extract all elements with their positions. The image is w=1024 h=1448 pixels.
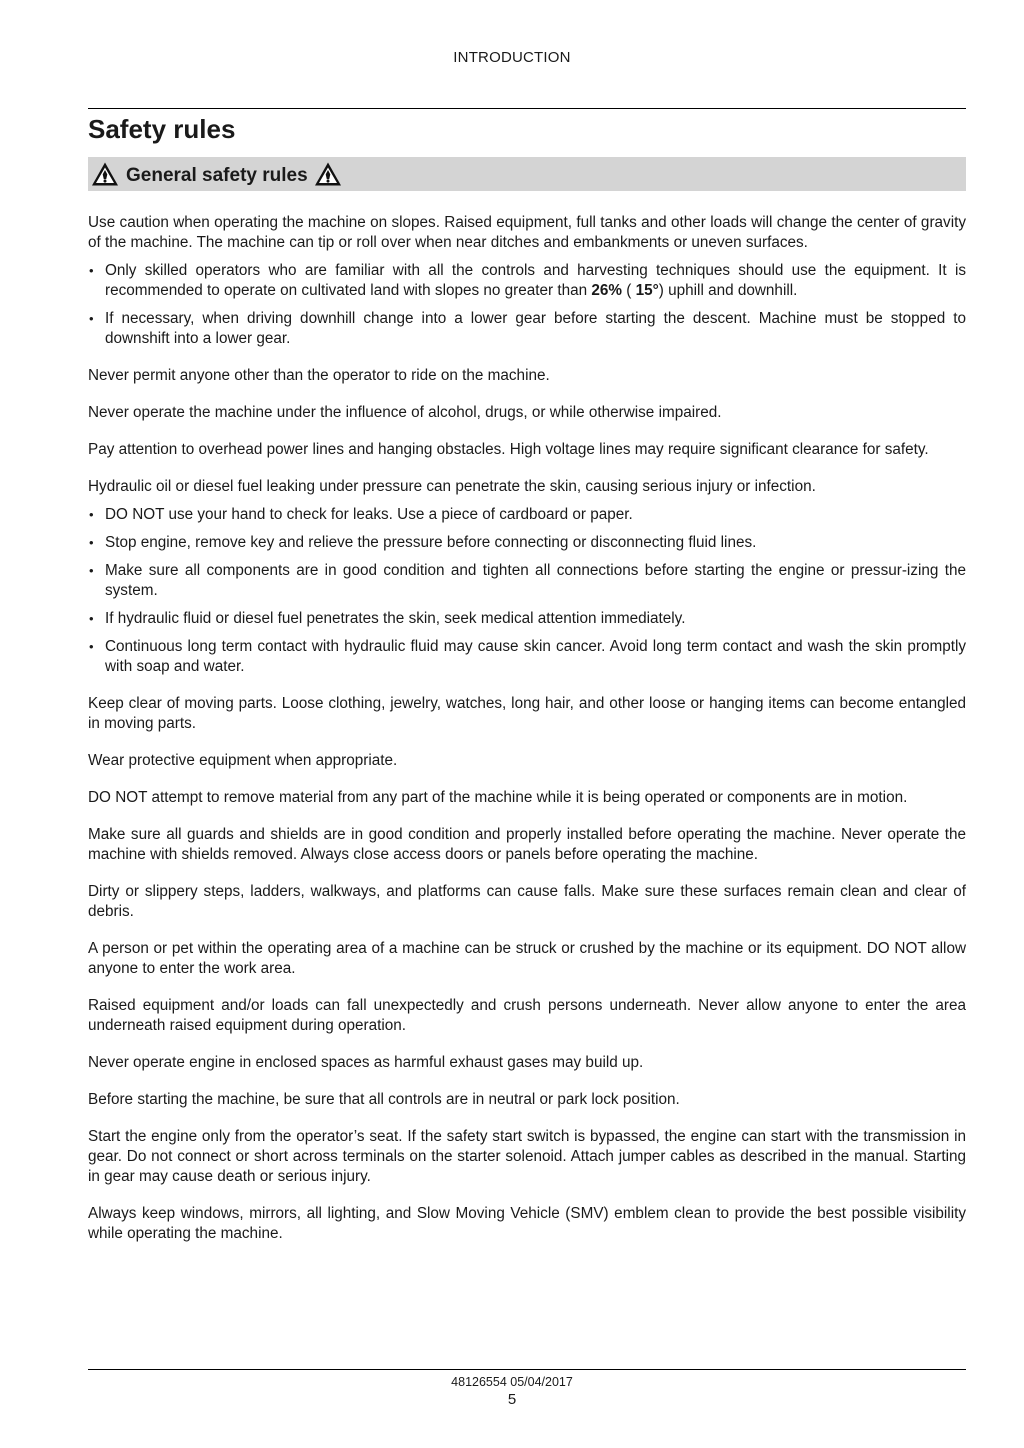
banner-title: General safety rules — [126, 164, 308, 186]
paragraph: Start the engine only from the operator’s seat. If the safety start switch is bypassed, the engine can start with the transmission in gear. Do not connect or short across terminals on the starter solenoid. Attach jumper cables as described in the manual. Starting in gear may cause death or serious injury. — [88, 1128, 966, 1185]
warning-triangle-icon — [314, 161, 342, 187]
footer-rule — [88, 1369, 966, 1370]
list-item: • Continuous long term contact with hydraulic fluid may cause skin cancer. Avoid long term contact and wash the skin promptly with soap and water. — [88, 637, 966, 677]
bullet-list — [88, 505, 966, 677]
slope-percent: 26% — [591, 282, 623, 299]
paragraph: Dirty or slippery steps, ladders, walkways, and platforms can cause falls. Make sure these surfaces remain clean and clear of debris. — [88, 883, 966, 920]
paren-open: ( — [622, 282, 636, 299]
list-item: • Make sure all components are in good condition and tighten all connections before starting the engine or pressur-izing the system. — [88, 561, 966, 601]
paragraph: Never permit anyone other than the operator to ride on the machine. — [88, 367, 550, 384]
paragraph: Raised equipment and/or loads can fall unexpectedly and crush persons underneath. Never allow anyone to enter the area underneath raised equipment during operation. — [88, 997, 966, 1034]
list-item-text-end: ) uphill and downhill. — [658, 282, 798, 299]
header-rule — [88, 108, 966, 109]
body-content — [88, 213, 966, 1261]
paragraph: Use caution when operating the machine on slopes. Raised equipment, full tanks and other loads will change the center of gravity of the machine. The machine can tip or roll over when near ditches and embankments or uneven surfaces. — [88, 214, 966, 251]
list-item: • Stop engine, remove key and relieve the pressure before connecting or disconnecting fluid lines. — [88, 533, 966, 553]
page-title: Safety rules — [88, 114, 236, 144]
bullet-list — [88, 261, 966, 349]
doc-number: 48126554 05/04/2017 — [451, 1375, 573, 1389]
paragraph: Make sure all guards and shields are in good condition and properly installed before operating the machine. Never operate the machine with shields removed. Always close access doors or panels before operating the machine. — [88, 826, 966, 863]
list-item: • DO NOT use your hand to check for leaks. Use a piece of cardboard or paper. — [88, 505, 966, 525]
list-item: • If hydraulic fluid or diesel fuel penetrates the skin, seek medical attention immediately. — [88, 609, 966, 629]
paragraph: Hydraulic oil or diesel fuel leaking under pressure can penetrate the skin, causing serious injury or infection. — [88, 478, 816, 495]
paragraph: Always keep windows, mirrors, all lighting, and Slow Moving Vehicle (SMV) emblem clean to provide the best possible visibility while operating the machine. — [88, 1205, 966, 1242]
paragraph: Never operate engine in enclosed spaces as harmful exhaust gases may build up. — [88, 1054, 644, 1071]
paragraph: Wear protective equipment when appropriate. — [88, 752, 398, 769]
paragraph: Keep clear of moving parts. Loose clothing, jewelry, watches, long hair, and other loose or hanging items can become entangled in moving parts. — [88, 695, 966, 732]
paragraph: Pay attention to overhead power lines and hanging obstacles. High voltage lines may require significant clearance for safety. — [88, 441, 929, 458]
paragraph: DO NOT attempt to remove material from any part of the machine while it is being operated or components are in motion. — [88, 789, 908, 806]
section-banner — [88, 157, 966, 191]
list-item — [88, 261, 966, 301]
page-number: 5 — [507, 1391, 517, 1408]
warning-triangle-icon — [91, 161, 119, 187]
paragraph: Never operate the machine under the influence of alcohol, drugs, or while otherwise impaired. — [88, 404, 722, 421]
running-head: INTRODUCTION — [453, 49, 571, 66]
paragraph: Before starting the machine, be sure that all controls are in neutral or park lock position. — [88, 1091, 680, 1108]
list-item-text: Only skilled operators who are familiar with all the controls and harvesting techniques should use the equipment. It is recommended to operate on cultivated land with slopes no greater than — [105, 262, 966, 299]
slope-degrees: 15° — [635, 282, 659, 299]
paragraph: A person or pet within the operating area of a machine can be struck or crushed by the machine or its equipment. DO NOT allow anyone to enter the work area. — [88, 940, 966, 977]
list-item: • If necessary, when driving downhill change into a lower gear before starting the descent. Machine must be stopped to downshift into a lower gear. — [88, 309, 966, 349]
